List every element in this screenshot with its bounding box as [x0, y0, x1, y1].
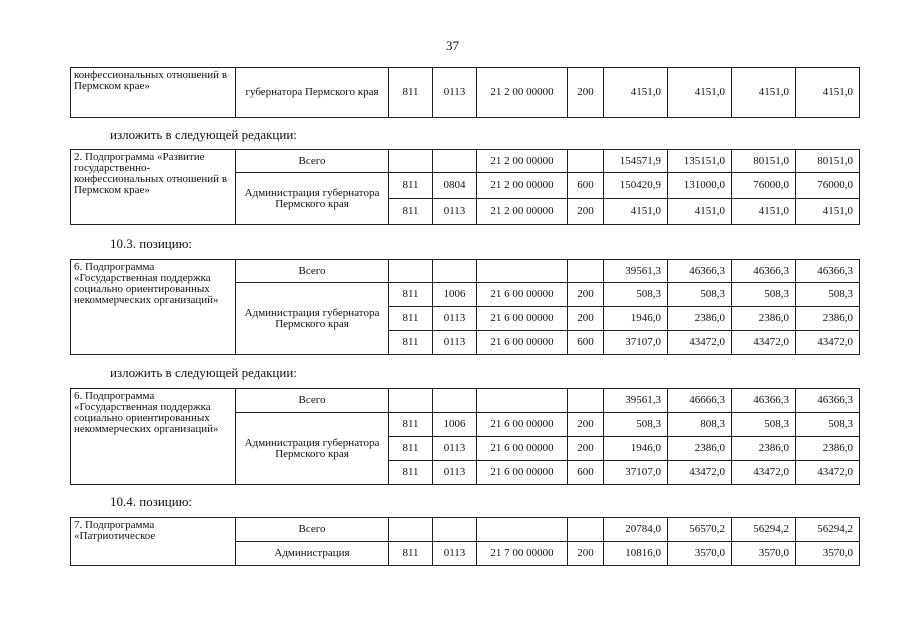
target-article-cell: 21 6 00 00000: [477, 437, 568, 461]
section-code-cell: 1006: [433, 413, 477, 437]
amount-year-4: 4151,0: [796, 68, 860, 118]
section-code-cell: 1006: [433, 283, 477, 307]
amount-year-1: 1946,0: [604, 307, 668, 331]
section-code-cell: [433, 518, 477, 542]
amount-year-1: 154571,9: [604, 150, 668, 173]
section-code-cell: 0113: [433, 542, 477, 566]
amount-year-1: 1946,0: [604, 437, 668, 461]
grbs-cell: 811: [389, 331, 433, 355]
section-code-cell: 0113: [433, 437, 477, 461]
amount-year-3: 2386,0: [732, 307, 796, 331]
target-article-cell: [477, 260, 568, 283]
amount-year-3: 76000,0: [732, 173, 796, 199]
expense-type-cell: [568, 389, 604, 413]
total-label: Всего: [236, 260, 389, 283]
amount-year-4: 508,3: [796, 413, 860, 437]
grbs-cell: 811: [389, 199, 433, 225]
expense-type-cell: 600: [568, 173, 604, 199]
amount-year-3: 508,3: [732, 283, 796, 307]
amount-year-3: 43472,0: [732, 331, 796, 355]
amount-year-2: 43472,0: [668, 461, 732, 485]
target-article-cell: 21 6 00 00000: [477, 331, 568, 355]
expense-type-cell: 200: [568, 68, 604, 118]
administrator-cell: губернатора Пермского края: [236, 68, 389, 118]
expense-type-cell: 200: [568, 283, 604, 307]
amount-year-1: 39561,3: [604, 260, 668, 283]
expense-type-cell: 200: [568, 542, 604, 566]
amount-year-3: 43472,0: [732, 461, 796, 485]
amount-year-1: 4151,0: [604, 68, 668, 118]
amount-year-2: 46366,3: [668, 260, 732, 283]
total-label: Всего: [236, 389, 389, 413]
amount-year-2: 2386,0: [668, 307, 732, 331]
subprogram-name: конфессиональных отношений в Пермском крае»: [71, 68, 236, 118]
amount-year-2: 131000,0: [668, 173, 732, 199]
total-label: Всего: [236, 518, 389, 542]
section-code-cell: [433, 389, 477, 413]
expense-type-cell: [568, 150, 604, 173]
subprogram-name: 2. Подпрограмма «Развитие государственно-конфессиональных отношений в Пермском крае»: [71, 150, 236, 225]
amount-year-4: 2386,0: [796, 437, 860, 461]
grbs-cell: [389, 150, 433, 173]
table-subprogram-6-current: [70, 259, 860, 355]
grbs-cell: [389, 389, 433, 413]
subprogram-name: 6. Подпрограмма «Государственная поддержка социально ориентированных некоммерческих организаций»: [71, 389, 236, 485]
target-article-cell: 21 6 00 00000: [477, 283, 568, 307]
expense-type-cell: 200: [568, 199, 604, 225]
table-row: [71, 150, 860, 173]
amount-year-1: 508,3: [604, 283, 668, 307]
grbs-cell: [389, 260, 433, 283]
section-code-cell: 0113: [433, 307, 477, 331]
section-code-cell: 0113: [433, 199, 477, 225]
administrator-cell: Администрация губернатора Пермского края: [236, 283, 389, 355]
amount-year-2: 4151,0: [668, 199, 732, 225]
page-number: 37: [446, 38, 459, 53]
target-article-cell: 21 6 00 00000: [477, 461, 568, 485]
amount-year-1: 20784,0: [604, 518, 668, 542]
target-article-cell: 21 7 00 00000: [477, 542, 568, 566]
amount-year-3: 4151,0: [732, 199, 796, 225]
amount-year-2: 2386,0: [668, 437, 732, 461]
target-article-cell: 21 2 00 00000: [477, 150, 568, 173]
table-row: [71, 260, 860, 283]
amount-year-2: 56570,2: [668, 518, 732, 542]
amount-year-1: 10816,0: [604, 542, 668, 566]
administrator-cell: Администрация губернатора Пермского края: [236, 173, 389, 225]
grbs-cell: 811: [389, 542, 433, 566]
table-subprogram-7: [70, 517, 860, 566]
amount-year-4: 4151,0: [796, 199, 860, 225]
subprogram-name: 7. Подпрограмма «Патриотическое: [71, 518, 236, 566]
amount-year-4: 46366,3: [796, 260, 860, 283]
amount-year-2: 4151,0: [668, 68, 732, 118]
target-article-cell: 21 6 00 00000: [477, 307, 568, 331]
table-subprogram-6-new: [70, 388, 860, 485]
amount-year-2: 46666,3: [668, 389, 732, 413]
amount-year-4: 43472,0: [796, 461, 860, 485]
amount-year-4: 2386,0: [796, 307, 860, 331]
target-article-cell: [477, 389, 568, 413]
table-continuation: [70, 67, 860, 118]
expense-type-cell: 200: [568, 413, 604, 437]
total-label: Всего: [236, 150, 389, 173]
expense-type-cell: 200: [568, 437, 604, 461]
expense-type-cell: [568, 518, 604, 542]
amount-year-3: 46366,3: [732, 260, 796, 283]
section-code-cell: [433, 150, 477, 173]
amount-year-4: 3570,0: [796, 542, 860, 566]
amount-year-4: 508,3: [796, 283, 860, 307]
grbs-cell: 811: [389, 307, 433, 331]
position-caption-10-3: 10.3. позицию:: [110, 236, 193, 251]
amount-year-3: 508,3: [732, 413, 796, 437]
table-row: [71, 389, 860, 413]
target-article-cell: 21 2 00 00000: [477, 68, 568, 118]
target-article-cell: 21 2 00 00000: [477, 199, 568, 225]
amount-year-3: 46366,3: [732, 389, 796, 413]
edit-caption: изложить в следующей редакции:: [110, 127, 297, 142]
amount-year-1: 37107,0: [604, 461, 668, 485]
expense-type-cell: [568, 260, 604, 283]
amount-year-1: 4151,0: [604, 199, 668, 225]
expense-type-cell: 600: [568, 331, 604, 355]
amount-year-4: 43472,0: [796, 331, 860, 355]
amount-year-3: 56294,2: [732, 518, 796, 542]
administrator-cell: Администрация губернатора Пермского края: [236, 413, 389, 485]
amount-year-4: 80151,0: [796, 150, 860, 173]
grbs-cell: [389, 518, 433, 542]
amount-year-2: 135151,0: [668, 150, 732, 173]
section-code-cell: 0113: [433, 461, 477, 485]
amount-year-1: 37107,0: [604, 331, 668, 355]
section-code-cell: 0113: [433, 331, 477, 355]
amount-year-3: 2386,0: [732, 437, 796, 461]
amount-year-3: 3570,0: [732, 542, 796, 566]
section-code-cell: [433, 260, 477, 283]
position-caption-10-4: 10.4. позицию:: [110, 494, 193, 509]
target-article-cell: 21 2 00 00000: [477, 173, 568, 199]
table-row: [71, 68, 860, 118]
amount-year-1: 508,3: [604, 413, 668, 437]
subprogram-name: 6. Подпрограмма «Государственная поддержка социально ориентированных некоммерческих организаций»: [71, 260, 236, 355]
section-code-cell: 0113: [433, 68, 477, 118]
amount-year-1: 150420,9: [604, 173, 668, 199]
grbs-cell: 811: [389, 173, 433, 199]
grbs-cell: 811: [389, 461, 433, 485]
grbs-cell: 811: [389, 68, 433, 118]
amount-year-1: 39561,3: [604, 389, 668, 413]
expense-type-cell: 200: [568, 307, 604, 331]
grbs-cell: 811: [389, 413, 433, 437]
amount-year-2: 3570,0: [668, 542, 732, 566]
edit-caption: изложить в следующей редакции:: [110, 365, 297, 380]
amount-year-4: 46366,3: [796, 389, 860, 413]
amount-year-2: 808,3: [668, 413, 732, 437]
amount-year-4: 76000,0: [796, 173, 860, 199]
table-subprogram-2: [70, 149, 860, 225]
table-row: [71, 518, 860, 542]
target-article-cell: [477, 518, 568, 542]
amount-year-3: 80151,0: [732, 150, 796, 173]
target-article-cell: 21 6 00 00000: [477, 413, 568, 437]
amount-year-4: 56294,2: [796, 518, 860, 542]
section-code-cell: 0804: [433, 173, 477, 199]
amount-year-3: 4151,0: [732, 68, 796, 118]
expense-type-cell: 600: [568, 461, 604, 485]
grbs-cell: 811: [389, 437, 433, 461]
amount-year-2: 508,3: [668, 283, 732, 307]
amount-year-2: 43472,0: [668, 331, 732, 355]
administrator-cell: Администрация: [236, 542, 389, 566]
grbs-cell: 811: [389, 283, 433, 307]
